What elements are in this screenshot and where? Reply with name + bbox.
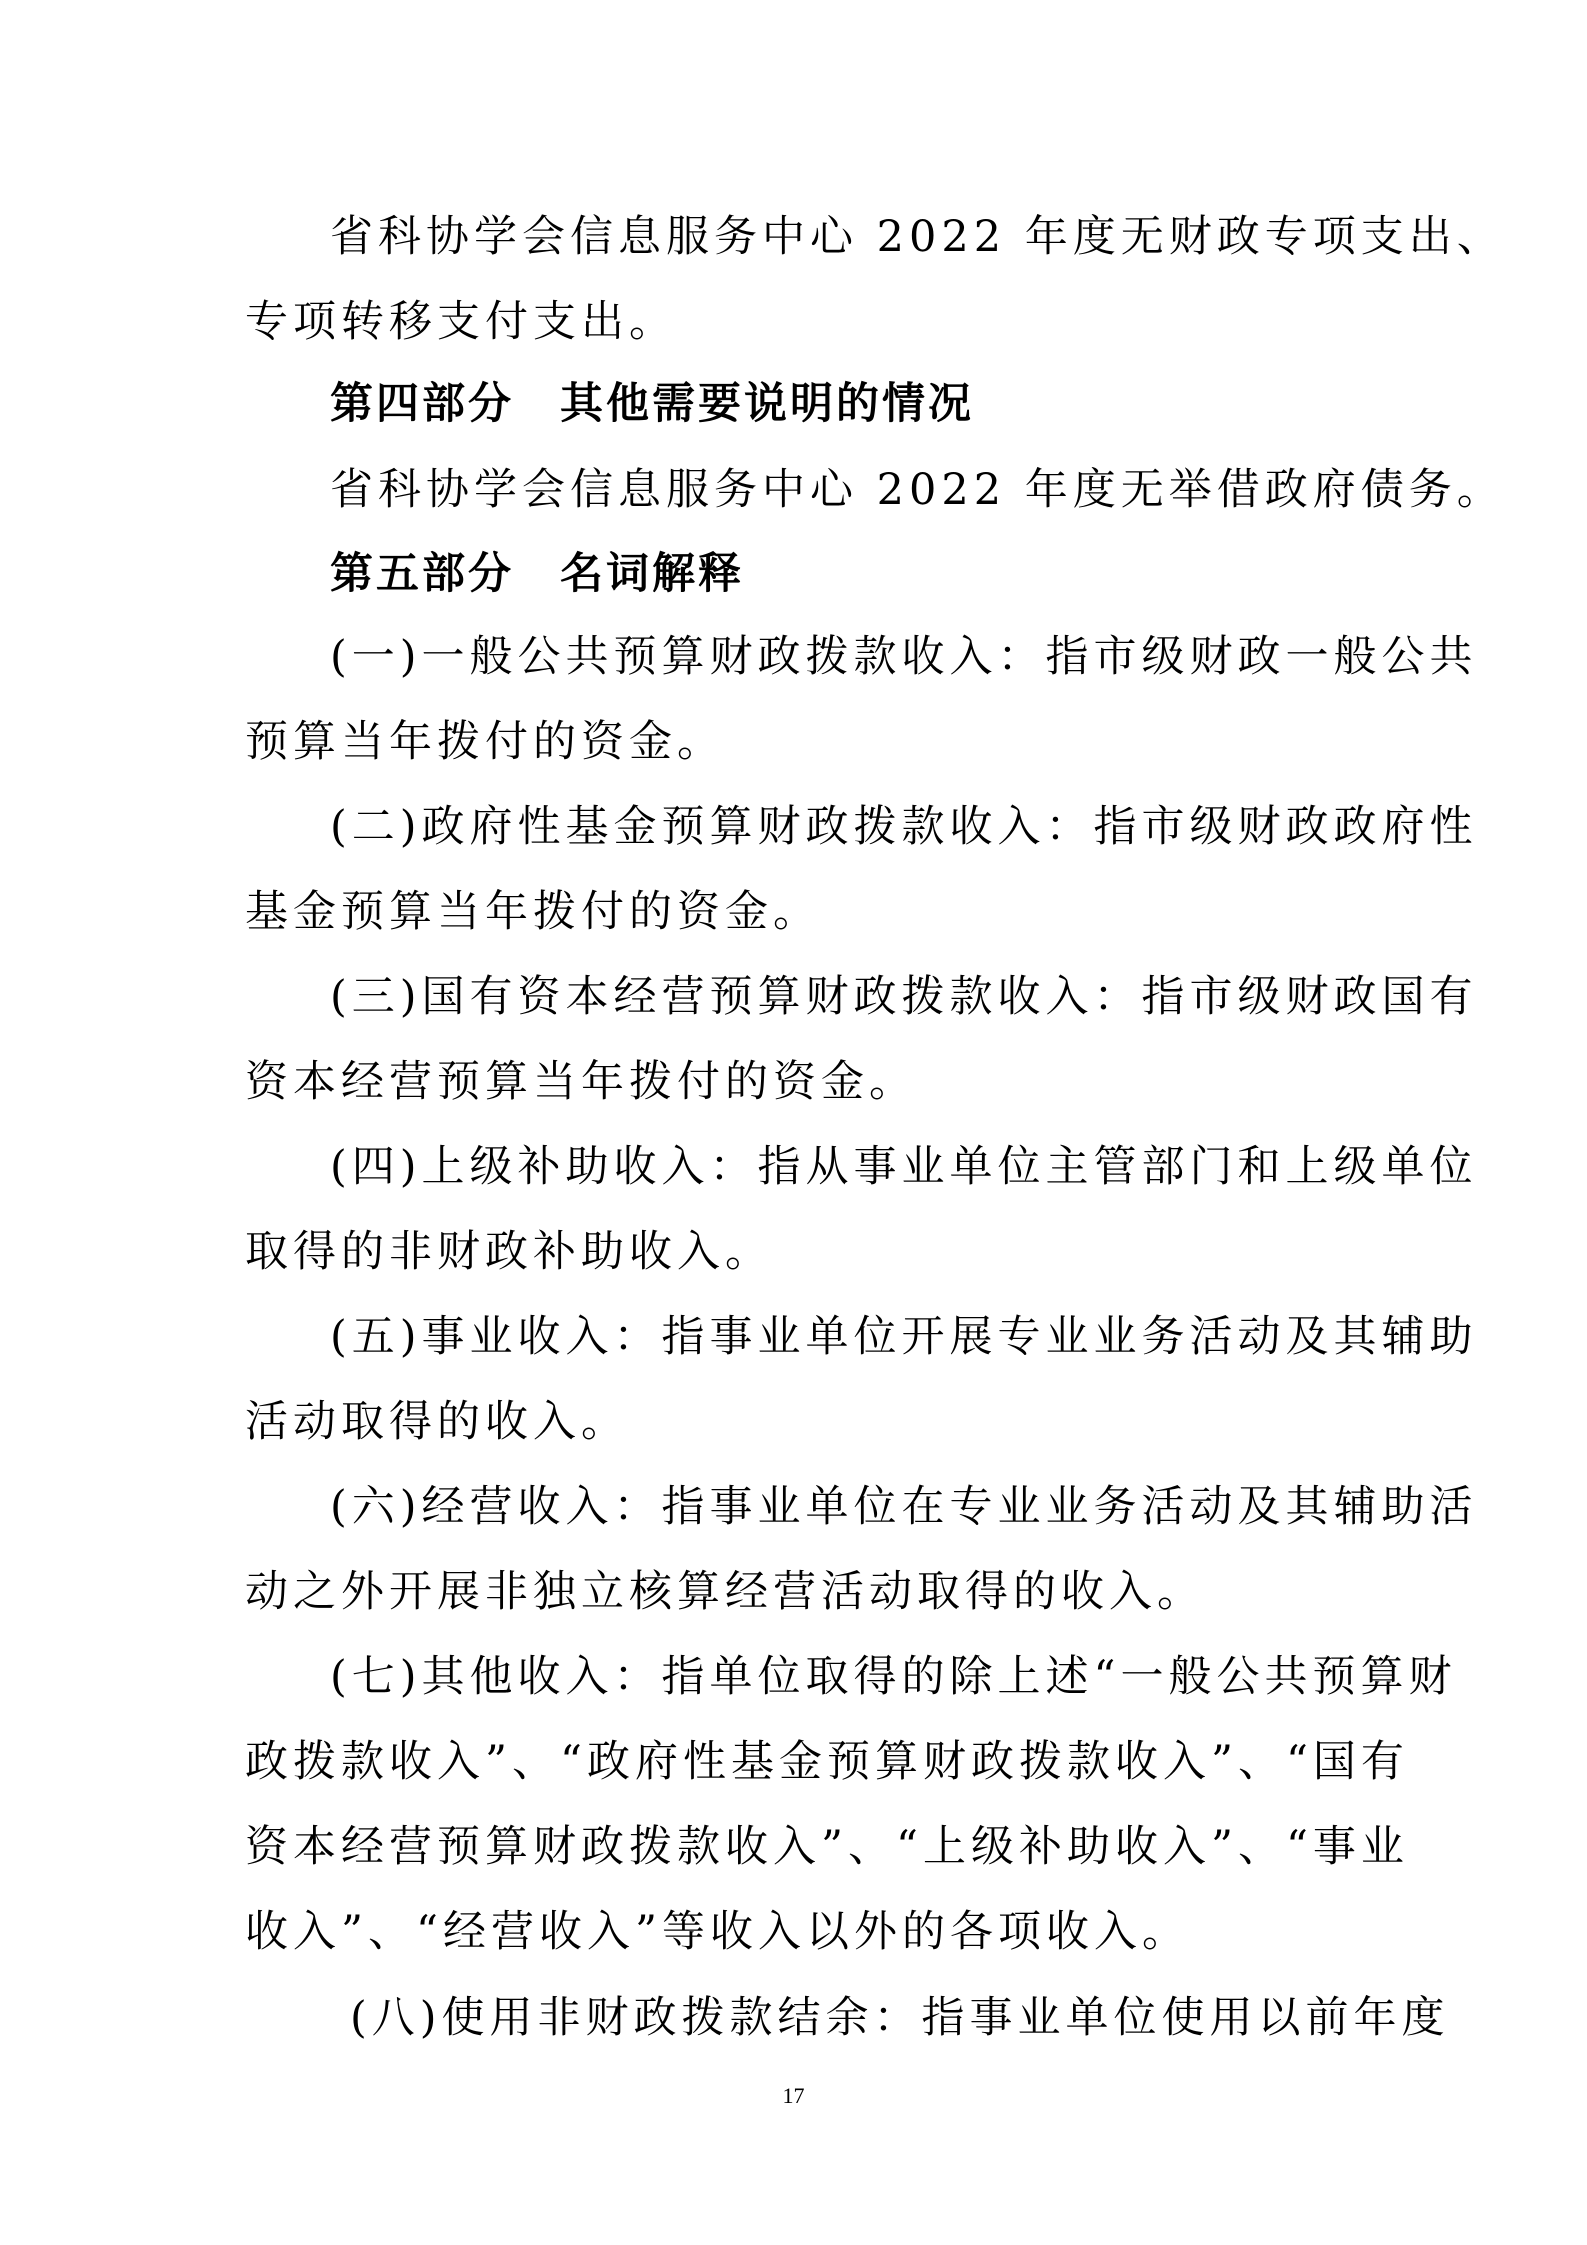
term-definition-line: 收入”、“经营收入”等收入以外的各项收入。: [245, 1907, 1190, 1957]
term-definition-line: (七)其他收入：指单位取得的除上述“一般公共预算财: [330, 1652, 1457, 1702]
page-number: 17: [782, 2083, 805, 2108]
term-definition-line: 基金预算当年拨付的资金。: [245, 887, 821, 937]
term-definition-line: 预算当年拨付的资金。: [245, 717, 725, 767]
term-definition-line: 活动取得的收入。: [245, 1397, 629, 1447]
term-definition-line: 资本经营预算当年拨付的资金。: [245, 1057, 917, 1107]
term-definition-line: (四)上级补助收入：指从事业单位主管部门和上级单位: [330, 1142, 1478, 1192]
term-definition-line: (一)一般公共预算财政拨款收入：指市级财政一般公共: [330, 632, 1478, 682]
term-definition-line: (八)使用非财政拨款结余：指事业单位使用以前年度: [350, 1993, 1450, 2043]
term-definition-line: (二)政府性基金预算财政拨款收入：指市级财政政府性: [330, 802, 1478, 852]
term-definition-line: (五)事业收入：指事业单位开展专业业务活动及其辅助: [330, 1312, 1478, 1362]
term-definition-line: (三)国有资本经营预算财政拨款收入：指市级财政国有: [330, 972, 1478, 1022]
term-definition-line: 政拨款收入”、“政府性基金预算财政拨款收入”、“国有: [245, 1737, 1409, 1787]
section-heading-part-five: 第五部分 名词解释: [330, 549, 744, 599]
term-definition-line: 资本经营预算财政拨款收入”、“上级补助收入”、“事业: [245, 1822, 1409, 1872]
paragraph-line: 专项转移支付支出。: [245, 297, 677, 347]
term-definition-line: (六)经营收入：指事业单位在专业业务活动及其辅助活: [330, 1482, 1478, 1532]
term-definition-line: 动之外开展非独立核算经营活动取得的收入。: [245, 1567, 1205, 1617]
paragraph-line: 省科协学会信息服务中心 2022 年度无财政专项支出、: [330, 212, 1505, 262]
paragraph-line: 省科协学会信息服务中心 2022 年度无举借政府债务。: [330, 465, 1505, 515]
term-definition-line: 取得的非财政补助收入。: [245, 1227, 773, 1277]
section-heading-part-four: 第四部分 其他需要说明的情况: [330, 379, 974, 429]
